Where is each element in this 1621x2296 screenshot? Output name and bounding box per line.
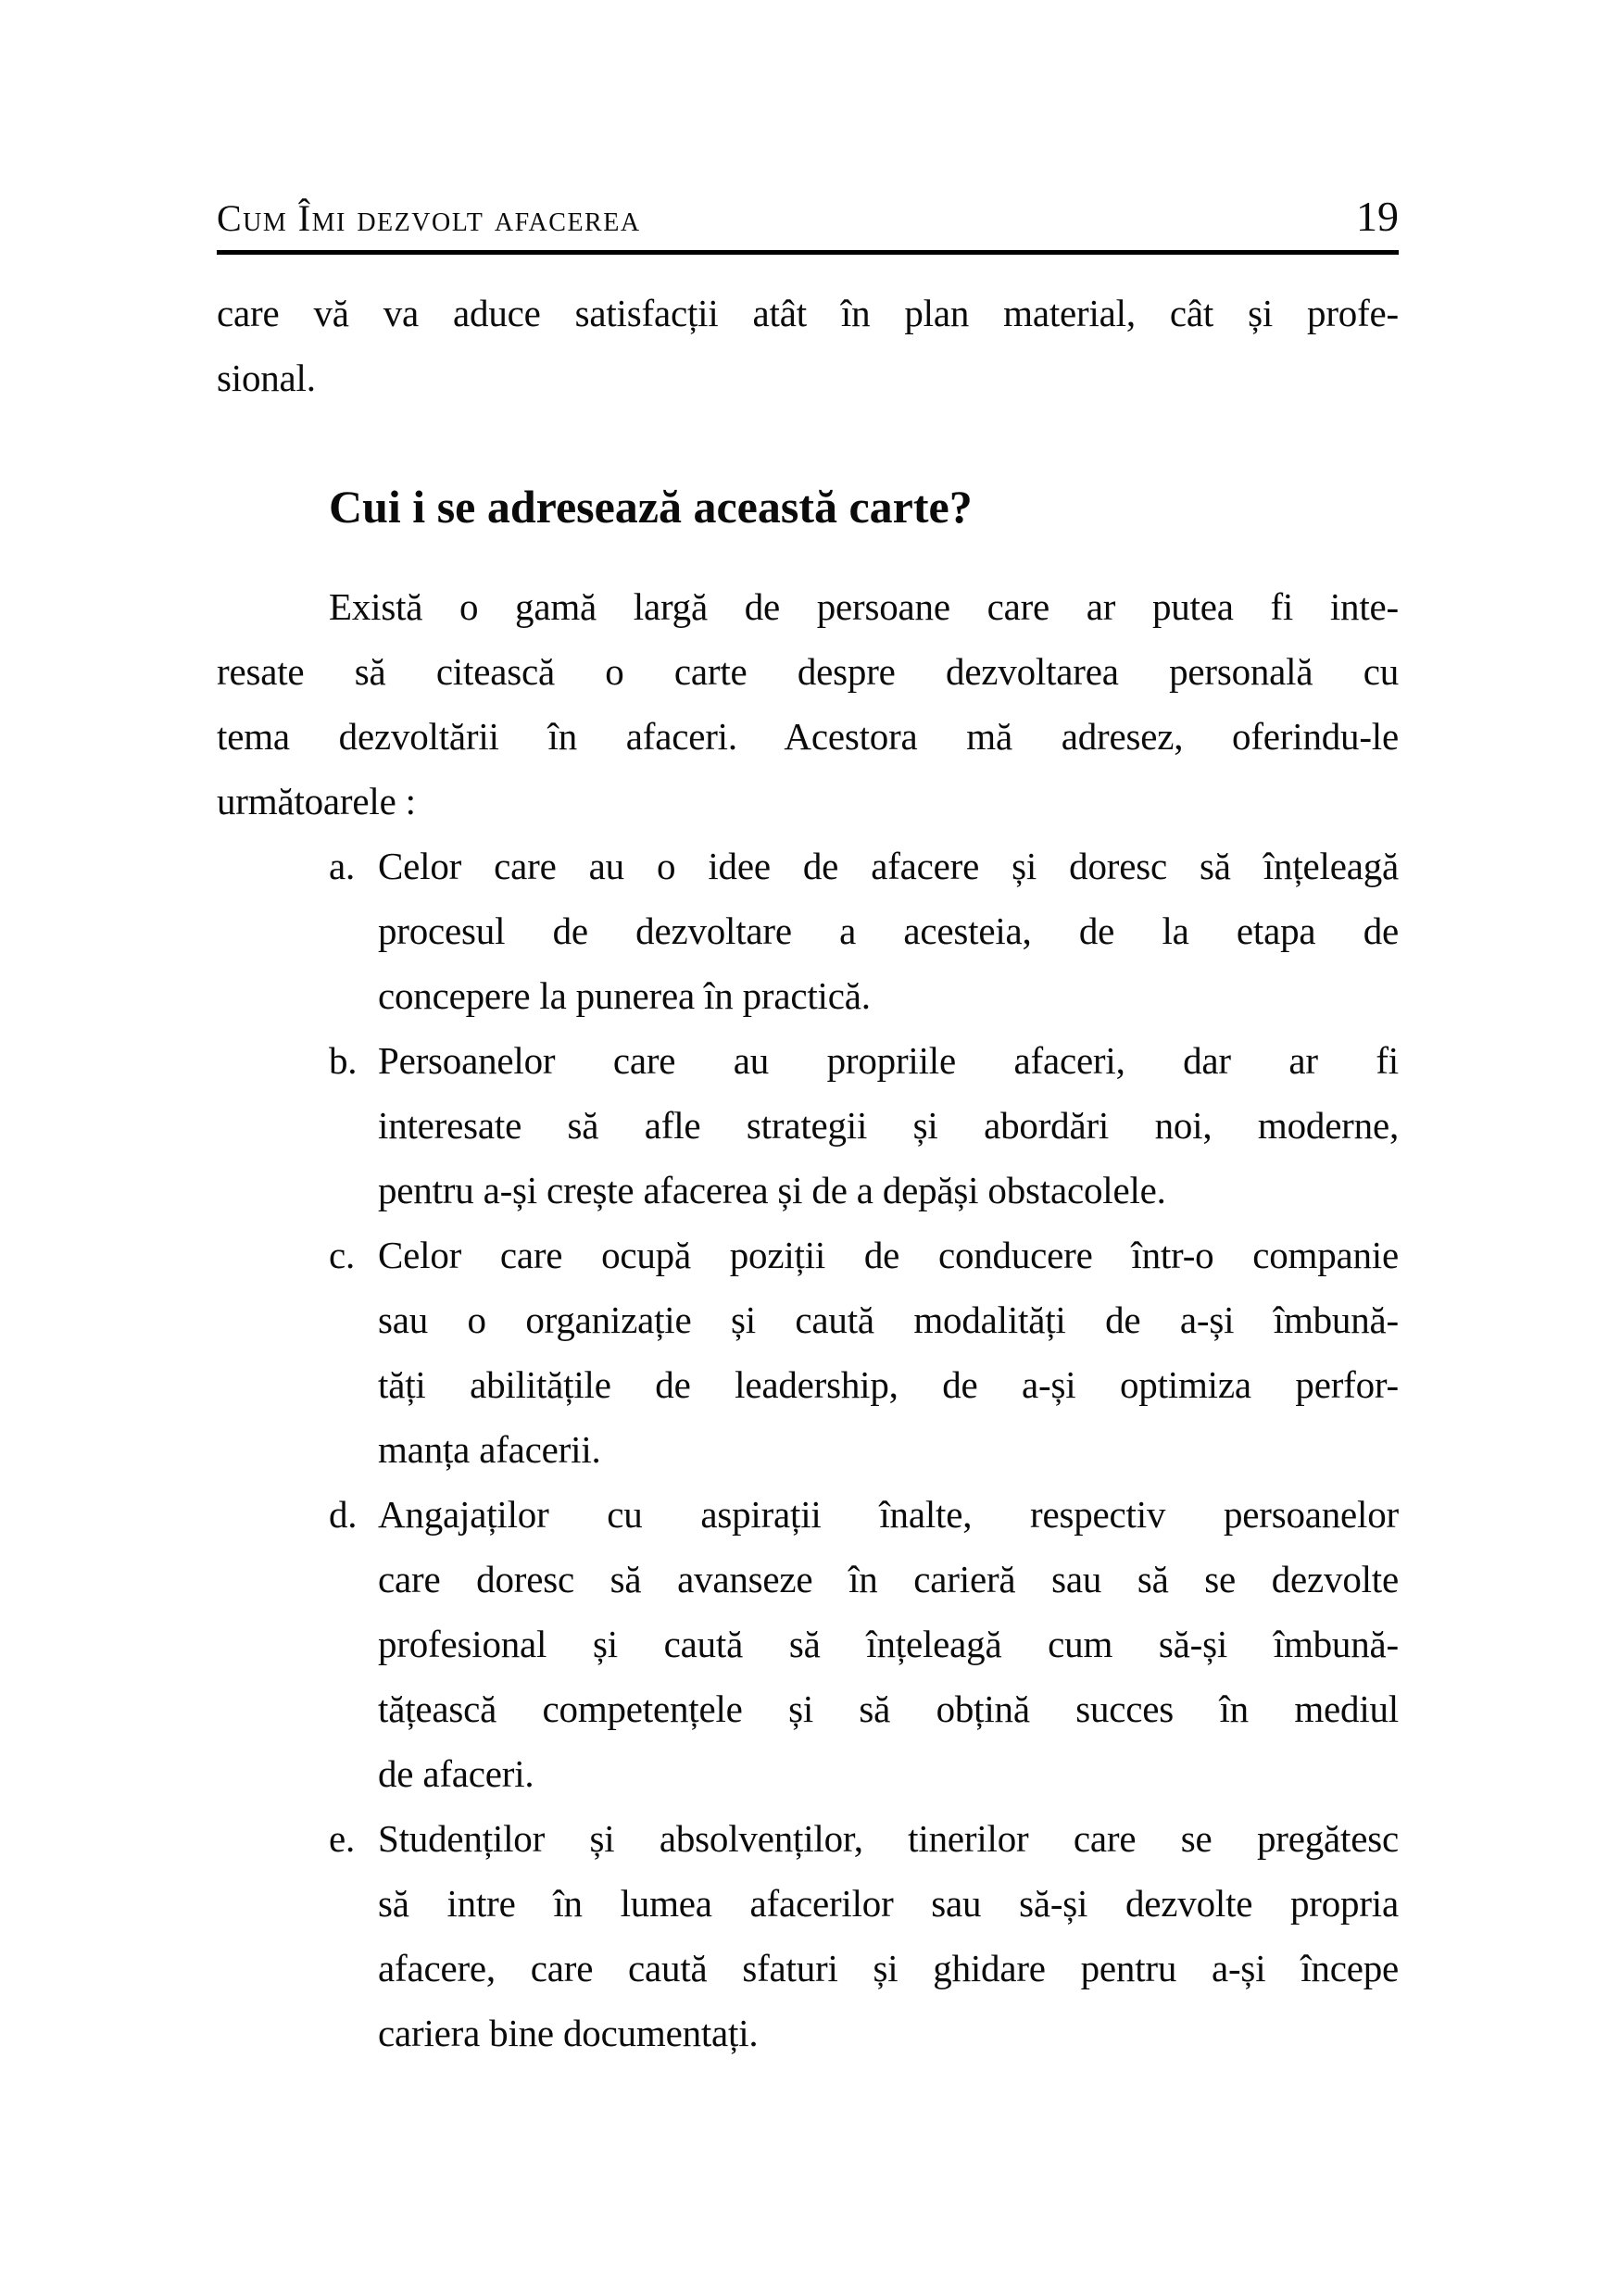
list-marker-b: b. [329,1039,358,1082]
list-item-c [217,1223,1399,1482]
page-number: 19 [1356,193,1399,240]
text-line: pentru a-și crește afacerea și de a depăși obstacolele. [378,1169,1166,1211]
list-item-text [378,1223,1399,1482]
text-line: Celor care au o idee de afacere și doresc să înțeleagă [378,845,1399,887]
text-line: sional. [217,357,316,399]
text-line: sau o organizație și caută modalități de a-și îmbună- [378,1299,1399,1341]
text-line: Studenților și absolvenților, tinerilor care se pregătesc [378,1817,1399,1860]
list-marker-a: a. [329,845,356,887]
list-marker-e: e. [329,1817,356,1860]
text-line: Există o gamă largă de persoane care ar putea fi inte- [329,585,1399,628]
text-line: Persoanelor care au propriile afaceri, dar ar fi [378,1039,1399,1082]
text-line: care doresc să avanseze în carieră sau să se dezvolte [378,1558,1399,1600]
text-line: concepere la punerea în practică. [378,974,871,1017]
list-marker-c: c. [329,1234,356,1276]
audience-list [217,834,1399,2065]
text-line: interesate să afle strategii și abordări noi, moderne, [378,1104,1399,1147]
text-line: cariera bine documentați. [378,2012,759,2054]
paragraph-continuation [217,281,1399,410]
text-line: următoarele : [217,780,416,822]
list-item-text [378,1806,1399,2065]
text-line: Celor care ocupă poziții de conducere într-o companie [378,1234,1399,1276]
list-item-text [378,1482,1399,1806]
text-line: afacere, care caută sfaturi și ghidare pentru a-și începe [378,1947,1399,1989]
running-header-title: Cum Îmi dezvolt afacerea [217,197,641,239]
text-line: tățească competențele și să obțină succes în mediul [378,1687,1399,1730]
text-line: tăți abilitățile de leadership, de a-și optimiza perfor- [378,1363,1399,1406]
text-line: tema dezvoltării în afaceri. Acestora mă adresez, oferindu-le [217,715,1399,758]
list-item-b [217,1028,1399,1223]
list-marker-d: d. [329,1493,358,1536]
list-item-e [217,1806,1399,2065]
text-line: Angajaților cu aspirații înalte, respectiv persoanelor [378,1493,1399,1536]
list-item-d [217,1482,1399,1806]
section-heading: Cui i se adresează această carte? [329,481,973,533]
intro-paragraph [217,574,1399,834]
text-line: manța afacerii. [378,1428,601,1471]
text-line: de afaceri. [378,1752,534,1795]
text-line: să intre în lumea afacerilor sau să-și dezvolte propria [378,1882,1399,1925]
list-item-text [378,1028,1399,1223]
text-line: procesul de dezvoltare a acesteia, de la etapa de [378,910,1399,952]
text-line: care vă va aduce satisfacții atât în plan material, cât și profe- [217,292,1399,334]
text-line: profesional și caută să înțeleagă cum să-și îmbună- [378,1623,1399,1665]
list-item-text [378,834,1399,1028]
page-body [217,0,1399,2065]
list-item-a [217,834,1399,1028]
text-line: resate să citească o carte despre dezvoltarea personală cu [217,650,1399,693]
